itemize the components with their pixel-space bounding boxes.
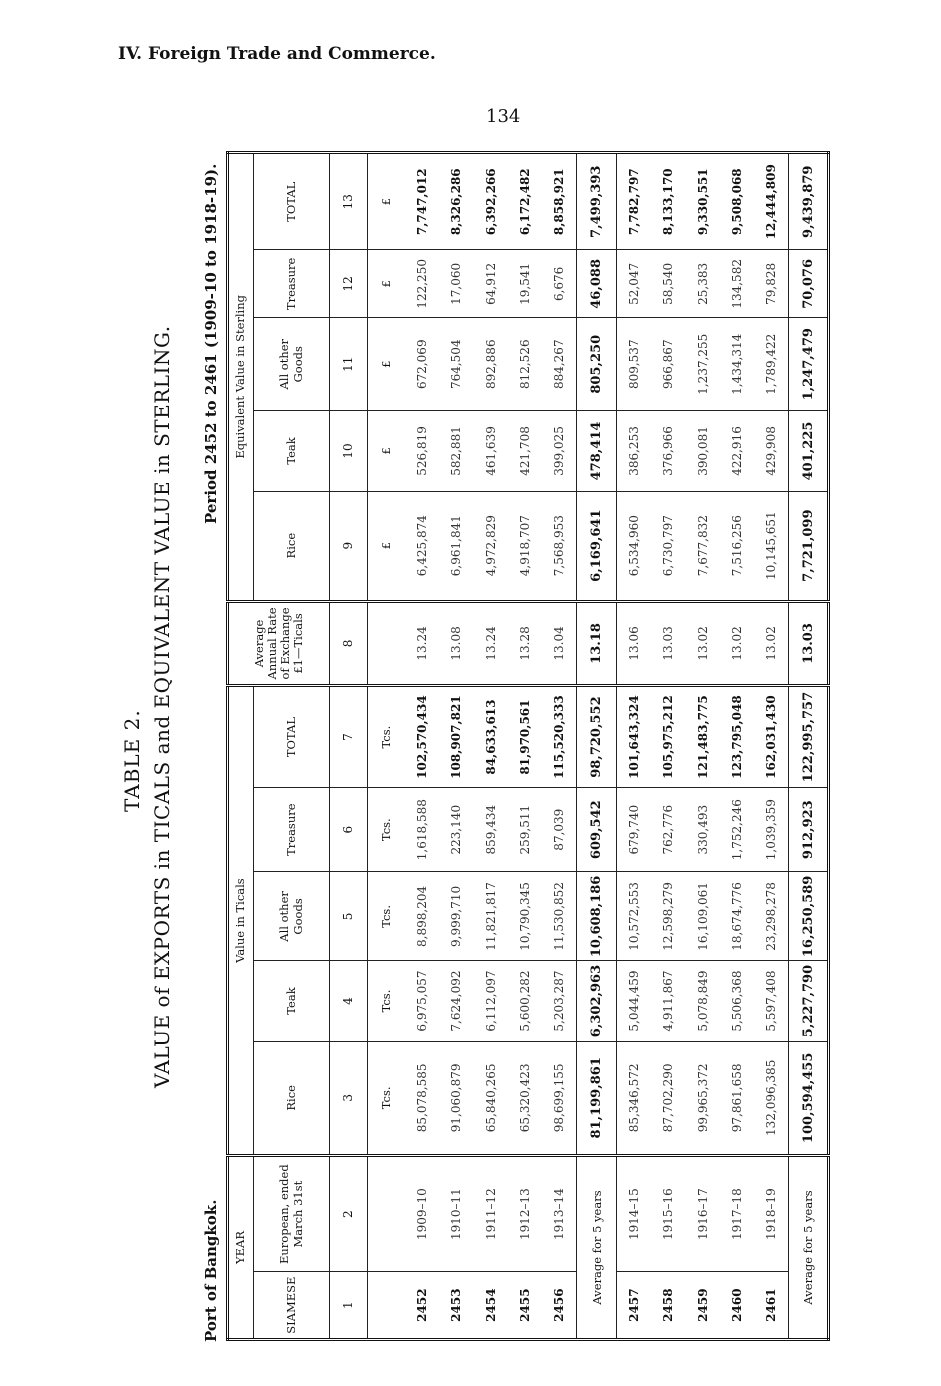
data-cell: 1917–18	[720, 1155, 754, 1271]
table-subtitle: VALUE of EXPORTS in TICALS and EQUIVALENT VALUE in STERLING.	[150, 325, 174, 1088]
data-cell: 87,039	[542, 787, 576, 872]
col-num: 6	[330, 787, 368, 872]
col-num: 9	[330, 491, 368, 601]
data-cell: 421,708	[508, 411, 542, 491]
data-cell: 17,060	[439, 250, 473, 318]
average-cell: 100,594,455	[789, 1041, 829, 1155]
average-cell: 46,088	[577, 250, 617, 318]
data-cell: 6,975,057	[405, 961, 439, 1041]
data-cell: 6,534,960	[617, 491, 651, 601]
col-num: 5	[330, 872, 368, 961]
data-cell: 85,346,572	[617, 1041, 651, 1155]
average-cell: 98,720,552	[577, 686, 617, 788]
data-cell: 84,633,613	[474, 686, 508, 788]
average-cell: 13.03	[789, 601, 829, 686]
col-treasure: Treasure	[254, 787, 330, 872]
data-cell: 1914–15	[617, 1155, 651, 1271]
data-cell: 81,970,561	[508, 686, 542, 788]
col-num: 2	[330, 1155, 368, 1271]
data-cell: 1,789,422	[754, 318, 788, 411]
data-cell: 6,730,797	[651, 491, 685, 601]
data-cell: 101,643,324	[617, 686, 651, 788]
unit-cell	[367, 601, 405, 686]
data-cell: 12,598,279	[651, 872, 685, 961]
data-cell: 399,025	[542, 411, 576, 491]
data-cell: 582,881	[439, 411, 473, 491]
data-cell: 6,172,482	[508, 153, 542, 251]
data-cell: 2460	[720, 1272, 754, 1340]
table-row	[754, 153, 788, 1340]
data-cell: 85,078,585	[405, 1041, 439, 1155]
data-cell: 1,618,588	[405, 787, 439, 872]
unit-cell: Tcs.	[367, 1041, 405, 1155]
unit-cell: Tcs.	[367, 961, 405, 1041]
average-row	[577, 153, 617, 1340]
data-cell: 390,081	[685, 411, 719, 491]
average-cell: 16,250,589	[789, 872, 829, 961]
data-cell: 8,326,286	[439, 153, 473, 251]
average-cell: 1,247,479	[789, 318, 829, 411]
data-cell: 6,676	[542, 250, 576, 318]
data-cell: 5,597,408	[754, 961, 788, 1041]
table-row	[685, 153, 719, 1340]
data-cell: 809,537	[617, 318, 651, 411]
average-cell: 5,227,790	[789, 961, 829, 1041]
data-cell: 65,840,265	[474, 1041, 508, 1155]
data-cell: 10,572,553	[617, 872, 651, 961]
data-cell: 223,140	[439, 787, 473, 872]
section-header: IV. Foreign Trade and Commerce.	[118, 44, 436, 64]
data-cell: 1,752,246	[720, 787, 754, 872]
data-cell: 2453	[439, 1272, 473, 1340]
data-cell: 23,298,278	[754, 872, 788, 961]
data-cell: 429,908	[754, 411, 788, 491]
unit-cell	[367, 1272, 405, 1340]
data-cell: 134,582	[720, 250, 754, 318]
data-cell: 764,504	[439, 318, 473, 411]
data-cell: 966,867	[651, 318, 685, 411]
data-cell: 79,828	[754, 250, 788, 318]
data-cell: 884,267	[542, 318, 576, 411]
page-number: 134	[486, 106, 521, 127]
data-cell: 526,819	[405, 411, 439, 491]
col-num: 4	[330, 961, 368, 1041]
data-cell: 18,674,776	[720, 872, 754, 961]
col-total: TOTAL	[254, 686, 330, 788]
data-cell: 5,078,849	[685, 961, 719, 1041]
data-cell: 162,031,430	[754, 686, 788, 788]
data-cell: 2458	[651, 1272, 685, 1340]
data-cell: 6,392,266	[474, 153, 508, 251]
data-cell: 1918–19	[754, 1155, 788, 1271]
average-cell: 70,076	[789, 250, 829, 318]
average-label: Average for 5 years	[789, 1155, 829, 1339]
data-cell: 2457	[617, 1272, 651, 1340]
data-cell: 7,747,012	[405, 153, 439, 251]
average-cell: 6,169,641	[577, 491, 617, 601]
col-rice: Rice	[254, 1041, 330, 1155]
data-cell: 13.24	[474, 601, 508, 686]
average-cell: 6,302,963	[577, 961, 617, 1041]
col-european: European, ended March 31st	[254, 1155, 330, 1271]
group-sterling: Equivalent Value in Sterling	[228, 153, 254, 602]
data-cell: 11,530,852	[542, 872, 576, 961]
table-row	[508, 153, 542, 1340]
data-cell: 9,999,710	[439, 872, 473, 961]
col-rice-sterling: Rice	[254, 491, 330, 601]
col-num: 10	[330, 411, 368, 491]
data-cell: 97,861,658	[720, 1041, 754, 1155]
data-cell: 16,109,061	[685, 872, 719, 961]
average-cell: 609,542	[577, 787, 617, 872]
data-cell: 123,795,048	[720, 686, 754, 788]
data-cell: 1913–14	[542, 1155, 576, 1271]
data-cell: 1915–16	[651, 1155, 685, 1271]
data-cell: 1912–13	[508, 1155, 542, 1271]
data-cell: 679,740	[617, 787, 651, 872]
table-row	[405, 153, 439, 1340]
data-cell: 102,570,434	[405, 686, 439, 788]
unit-cell: £	[367, 411, 405, 491]
data-cell: 1910–11	[439, 1155, 473, 1271]
data-cell: 13.02	[720, 601, 754, 686]
average-label: Average for 5 years	[577, 1155, 617, 1339]
average-cell: 122,995,757	[789, 686, 829, 788]
average-cell: 9,439,879	[789, 153, 829, 251]
data-cell: 132,096,385	[754, 1041, 788, 1155]
average-cell: 10,608,186	[577, 872, 617, 961]
data-cell: 6,961,841	[439, 491, 473, 601]
data-cell: 7,568,953	[542, 491, 576, 601]
data-cell: 1,237,255	[685, 318, 719, 411]
table-row	[474, 153, 508, 1340]
col-num: 12	[330, 250, 368, 318]
table-row	[617, 153, 651, 1340]
data-cell: 7,516,256	[720, 491, 754, 601]
data-cell: 5,203,287	[542, 961, 576, 1041]
average-cell: 401,225	[789, 411, 829, 491]
average-cell: 7,721,099	[789, 491, 829, 601]
table-row	[651, 153, 685, 1340]
data-cell: 91,060,879	[439, 1041, 473, 1155]
data-cell: 19,541	[508, 250, 542, 318]
data-cell: 859,434	[474, 787, 508, 872]
table-title: TABLE 2.	[120, 709, 144, 812]
unit-row	[367, 153, 405, 1340]
col-teak-sterling: Teak	[254, 411, 330, 491]
data-cell: 58,540	[651, 250, 685, 318]
data-cell: 6,112,097	[474, 961, 508, 1041]
data-cell: 2455	[508, 1272, 542, 1340]
data-cell: 1916–17	[685, 1155, 719, 1271]
table-row	[542, 153, 576, 1340]
data-cell: 2452	[405, 1272, 439, 1340]
data-cell: 13.02	[685, 601, 719, 686]
data-cell: 4,972,829	[474, 491, 508, 601]
col-num: 7	[330, 686, 368, 788]
exports-table-container	[226, 151, 830, 1341]
data-cell: 8,898,204	[405, 872, 439, 961]
table-row	[439, 153, 473, 1340]
data-cell: 25,383	[685, 250, 719, 318]
average-cell: 7,499,393	[577, 153, 617, 251]
data-cell: 13.06	[617, 601, 651, 686]
unit-cell: £	[367, 491, 405, 601]
unit-cell: £	[367, 153, 405, 251]
data-cell: 330,493	[685, 787, 719, 872]
col-num: 1	[330, 1272, 368, 1340]
data-cell: 121,483,775	[685, 686, 719, 788]
data-cell: 1909–10	[405, 1155, 439, 1271]
col-num: 11	[330, 318, 368, 411]
data-cell: 5,506,368	[720, 961, 754, 1041]
data-cell: 1,039,359	[754, 787, 788, 872]
port-label: Port of Bangkok.	[202, 1199, 220, 1342]
data-cell: 9,508,068	[720, 153, 754, 251]
unit-cell: £	[367, 318, 405, 411]
data-cell: 11,821,817	[474, 872, 508, 961]
data-cell: 892,886	[474, 318, 508, 411]
unit-cell	[367, 1155, 405, 1271]
col-siamese: SIAMESE	[254, 1272, 330, 1340]
period-label: Period 2452 to 2461 (1909-10 to 1918-19).	[202, 163, 220, 524]
data-cell: 1,434,314	[720, 318, 754, 411]
data-cell: 8,133,170	[651, 153, 685, 251]
data-cell: 812,526	[508, 318, 542, 411]
col-teak: Teak	[254, 961, 330, 1041]
data-cell: 98,699,155	[542, 1041, 576, 1155]
col-num: 3	[330, 1041, 368, 1155]
unit-cell: Tcs.	[367, 686, 405, 788]
data-cell: 13.28	[508, 601, 542, 686]
average-cell: 805,250	[577, 318, 617, 411]
data-cell: 105,975,212	[651, 686, 685, 788]
data-cell: 2456	[542, 1272, 576, 1340]
data-cell: 64,912	[474, 250, 508, 318]
data-cell: 259,511	[508, 787, 542, 872]
col-other-goods-sterling: All other Goods	[254, 318, 330, 411]
exports-table	[226, 151, 830, 1341]
unit-cell: Tcs.	[367, 787, 405, 872]
col-total-sterling: TOTAL	[254, 153, 330, 251]
average-cell: 478,414	[577, 411, 617, 491]
data-cell: 108,907,821	[439, 686, 473, 788]
group-year: YEAR	[228, 1155, 254, 1339]
col-num: 13	[330, 153, 368, 251]
unit-cell: £	[367, 250, 405, 318]
column-number-row	[330, 153, 368, 1340]
data-cell: 8,858,921	[542, 153, 576, 251]
data-cell: 461,639	[474, 411, 508, 491]
data-cell: 12,444,809	[754, 153, 788, 251]
data-cell: 13.08	[439, 601, 473, 686]
table-row	[720, 153, 754, 1340]
data-cell: 65,320,423	[508, 1041, 542, 1155]
col-other-goods: All other Goods	[254, 872, 330, 961]
data-cell: 5,044,459	[617, 961, 651, 1041]
data-cell: 376,966	[651, 411, 685, 491]
data-cell: 6,425,874	[405, 491, 439, 601]
data-cell: 7,782,797	[617, 153, 651, 251]
average-cell: 13.18	[577, 601, 617, 686]
average-row	[789, 153, 829, 1340]
col-exchange: Average Annual Rate of Exchange £1—Ticals	[228, 601, 330, 686]
data-cell: 13.04	[542, 601, 576, 686]
data-cell: 7,624,092	[439, 961, 473, 1041]
data-cell: 5,600,282	[508, 961, 542, 1041]
data-cell: 52,047	[617, 250, 651, 318]
data-cell: 13.02	[754, 601, 788, 686]
data-cell: 10,790,345	[508, 872, 542, 961]
data-cell: 672,069	[405, 318, 439, 411]
data-cell: 2461	[754, 1272, 788, 1340]
average-cell: 912,923	[789, 787, 829, 872]
data-cell: 4,918,707	[508, 491, 542, 601]
data-cell: 4,911,867	[651, 961, 685, 1041]
data-cell: 122,250	[405, 250, 439, 318]
data-cell: 762,776	[651, 787, 685, 872]
data-cell: 2454	[474, 1272, 508, 1340]
data-cell: 13.03	[651, 601, 685, 686]
data-cell: 87,702,290	[651, 1041, 685, 1155]
average-cell: 81,199,861	[577, 1041, 617, 1155]
group-ticals: Value in Ticals	[228, 686, 254, 1156]
data-cell: 386,253	[617, 411, 651, 491]
data-cell: 2459	[685, 1272, 719, 1340]
col-treasure-sterling: Treasure	[254, 250, 330, 318]
data-cell: 1911–12	[474, 1155, 508, 1271]
data-cell: 422,916	[720, 411, 754, 491]
data-cell: 99,965,372	[685, 1041, 719, 1155]
col-num: 8	[330, 601, 368, 686]
data-cell: 7,677,832	[685, 491, 719, 601]
data-cell: 10,145,651	[754, 491, 788, 601]
data-cell: 9,330,551	[685, 153, 719, 251]
data-cell: 13.24	[405, 601, 439, 686]
data-cell: 115,520,333	[542, 686, 576, 788]
unit-cell: Tcs.	[367, 872, 405, 961]
